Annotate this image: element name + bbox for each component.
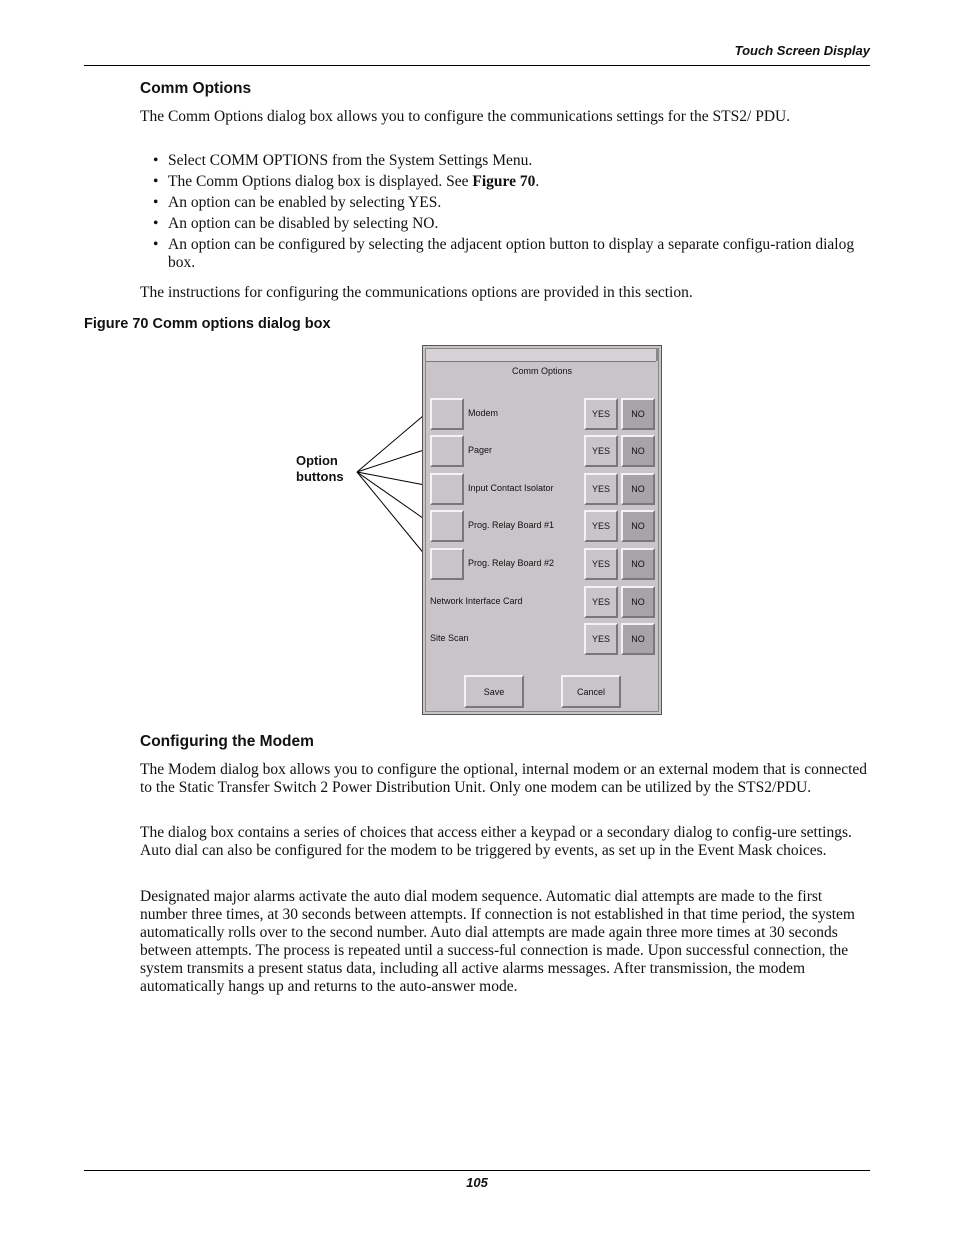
closing-paragraph: The instructions for configuring the communications options are provided in this section. <box>140 284 693 301</box>
leader-line <box>357 448 430 472</box>
relay-board-1-label: Prog. Relay Board #1 <box>468 520 555 530</box>
modem-no-button[interactable]: NO <box>621 398 655 430</box>
leader-line <box>357 472 430 561</box>
list-item: • The Comm Options dialog box is displayed. See Figure 70. <box>153 173 540 190</box>
leader-line <box>357 472 430 523</box>
dialog-title: Comm Options <box>511 366 573 376</box>
modem-yes-button[interactable]: YES <box>584 398 618 430</box>
modem-option-button[interactable] <box>430 398 464 430</box>
body-paragraph: Designated major alarms activate the auto dial modem sequence. Automatic dial attempts are made to the first number three times, at 30 seconds between attempts. If connection is not established in that time period, the system automatically rolls over to the second number. Auto dial attempts are made again three more times at 30 seconds between attempts. The process is repeated until a success-ful connection is made. Upon successful connection, the system transmits a present status data, including all active alarms messages. After transmission, the modem automatically hangs up and returns to the auto-answer mode. <box>140 888 855 995</box>
site-scan-label: Site Scan <box>430 633 469 643</box>
bullet-icon: • <box>153 215 159 232</box>
input-contact-isolator-label: Input Contact Isolator <box>468 483 554 493</box>
pager-no-button[interactable]: NO <box>621 435 655 467</box>
relay-board-2-option-button[interactable] <box>430 548 464 580</box>
input-contact-isolator-option-button[interactable] <box>430 473 464 505</box>
site-scan-yes-button[interactable]: YES <box>584 623 618 655</box>
body-paragraph: The dialog box contains a series of choices that access either a keypad or a secondary dialog to config-ure settings. Auto dial can also be configured for the modem to be triggered by events, as set up in the Event Mask choices. <box>140 824 852 859</box>
comm-options-dialog <box>422 345 662 715</box>
relay-board-1-yes-button[interactable]: YES <box>584 510 618 542</box>
network-interface-card-label: Network Interface Card <box>430 596 523 606</box>
page-number: 105 <box>466 1175 488 1190</box>
footer-rule <box>84 1170 870 1171</box>
input-contact-isolator-yes-button[interactable]: YES <box>584 473 618 505</box>
bullet-list <box>140 152 870 275</box>
figure-caption: Figure 70 Comm options dialog box <box>84 316 331 332</box>
network-interface-card-no-button[interactable]: NO <box>621 586 655 618</box>
cancel-button[interactable]: Cancel <box>561 675 621 708</box>
site-scan-no-button[interactable]: NO <box>621 623 655 655</box>
leader-line <box>357 410 430 472</box>
list-item: • An option can be disabled by selecting NO. <box>153 215 439 232</box>
relay-board-1-no-button[interactable]: NO <box>621 510 655 542</box>
pager-label: Pager <box>468 445 493 455</box>
list-item: • Select COMM OPTIONS from the System Settings Menu. <box>153 152 533 169</box>
bullet-icon: • <box>153 194 159 211</box>
pager-option-button[interactable] <box>430 435 464 467</box>
pager-yes-button[interactable]: YES <box>584 435 618 467</box>
list-item: • An option can be configured by selecting the adjacent option button to display a separate configu-ration dialog box. <box>153 236 855 271</box>
list-item: • An option can be enabled by selecting YES. <box>153 194 442 211</box>
bullet-icon: • <box>153 236 159 253</box>
leader-line <box>357 472 430 486</box>
bullet-icon: • <box>153 173 159 190</box>
intro-paragraph: The Comm Options dialog box allows you to configure the communications settings for the STS2/ PDU. <box>140 108 791 125</box>
header-rule <box>84 65 870 66</box>
relay-board-2-yes-button[interactable]: YES <box>584 548 618 580</box>
body-paragraph: The Modem dialog box allows you to configure the optional, internal modem or an external modem that is connected to the Static Transfer Switch 2 Power Distribution Unit. Only one modem can be utilized by the STS2/PDU. <box>140 761 868 796</box>
relay-board-2-label: Prog. Relay Board #2 <box>468 558 555 568</box>
bullet-icon: • <box>153 152 159 169</box>
dialog-title-bar <box>426 349 656 362</box>
modem-label: Modem <box>468 408 499 418</box>
running-header: Touch Screen Display <box>734 43 870 58</box>
section-heading-comm-options: Comm Options <box>140 80 252 97</box>
save-button[interactable]: Save <box>464 675 524 708</box>
relay-board-2-no-button[interactable]: NO <box>621 548 655 580</box>
figure-reference: Figure 70 <box>472 173 536 190</box>
option-buttons-callout: Option buttons <box>296 453 344 484</box>
network-interface-card-yes-button[interactable]: YES <box>584 586 618 618</box>
input-contact-isolator-no-button[interactable]: NO <box>621 473 655 505</box>
section-heading-configuring-modem: Configuring the Modem <box>140 733 314 750</box>
relay-board-1-option-button[interactable] <box>430 510 464 542</box>
